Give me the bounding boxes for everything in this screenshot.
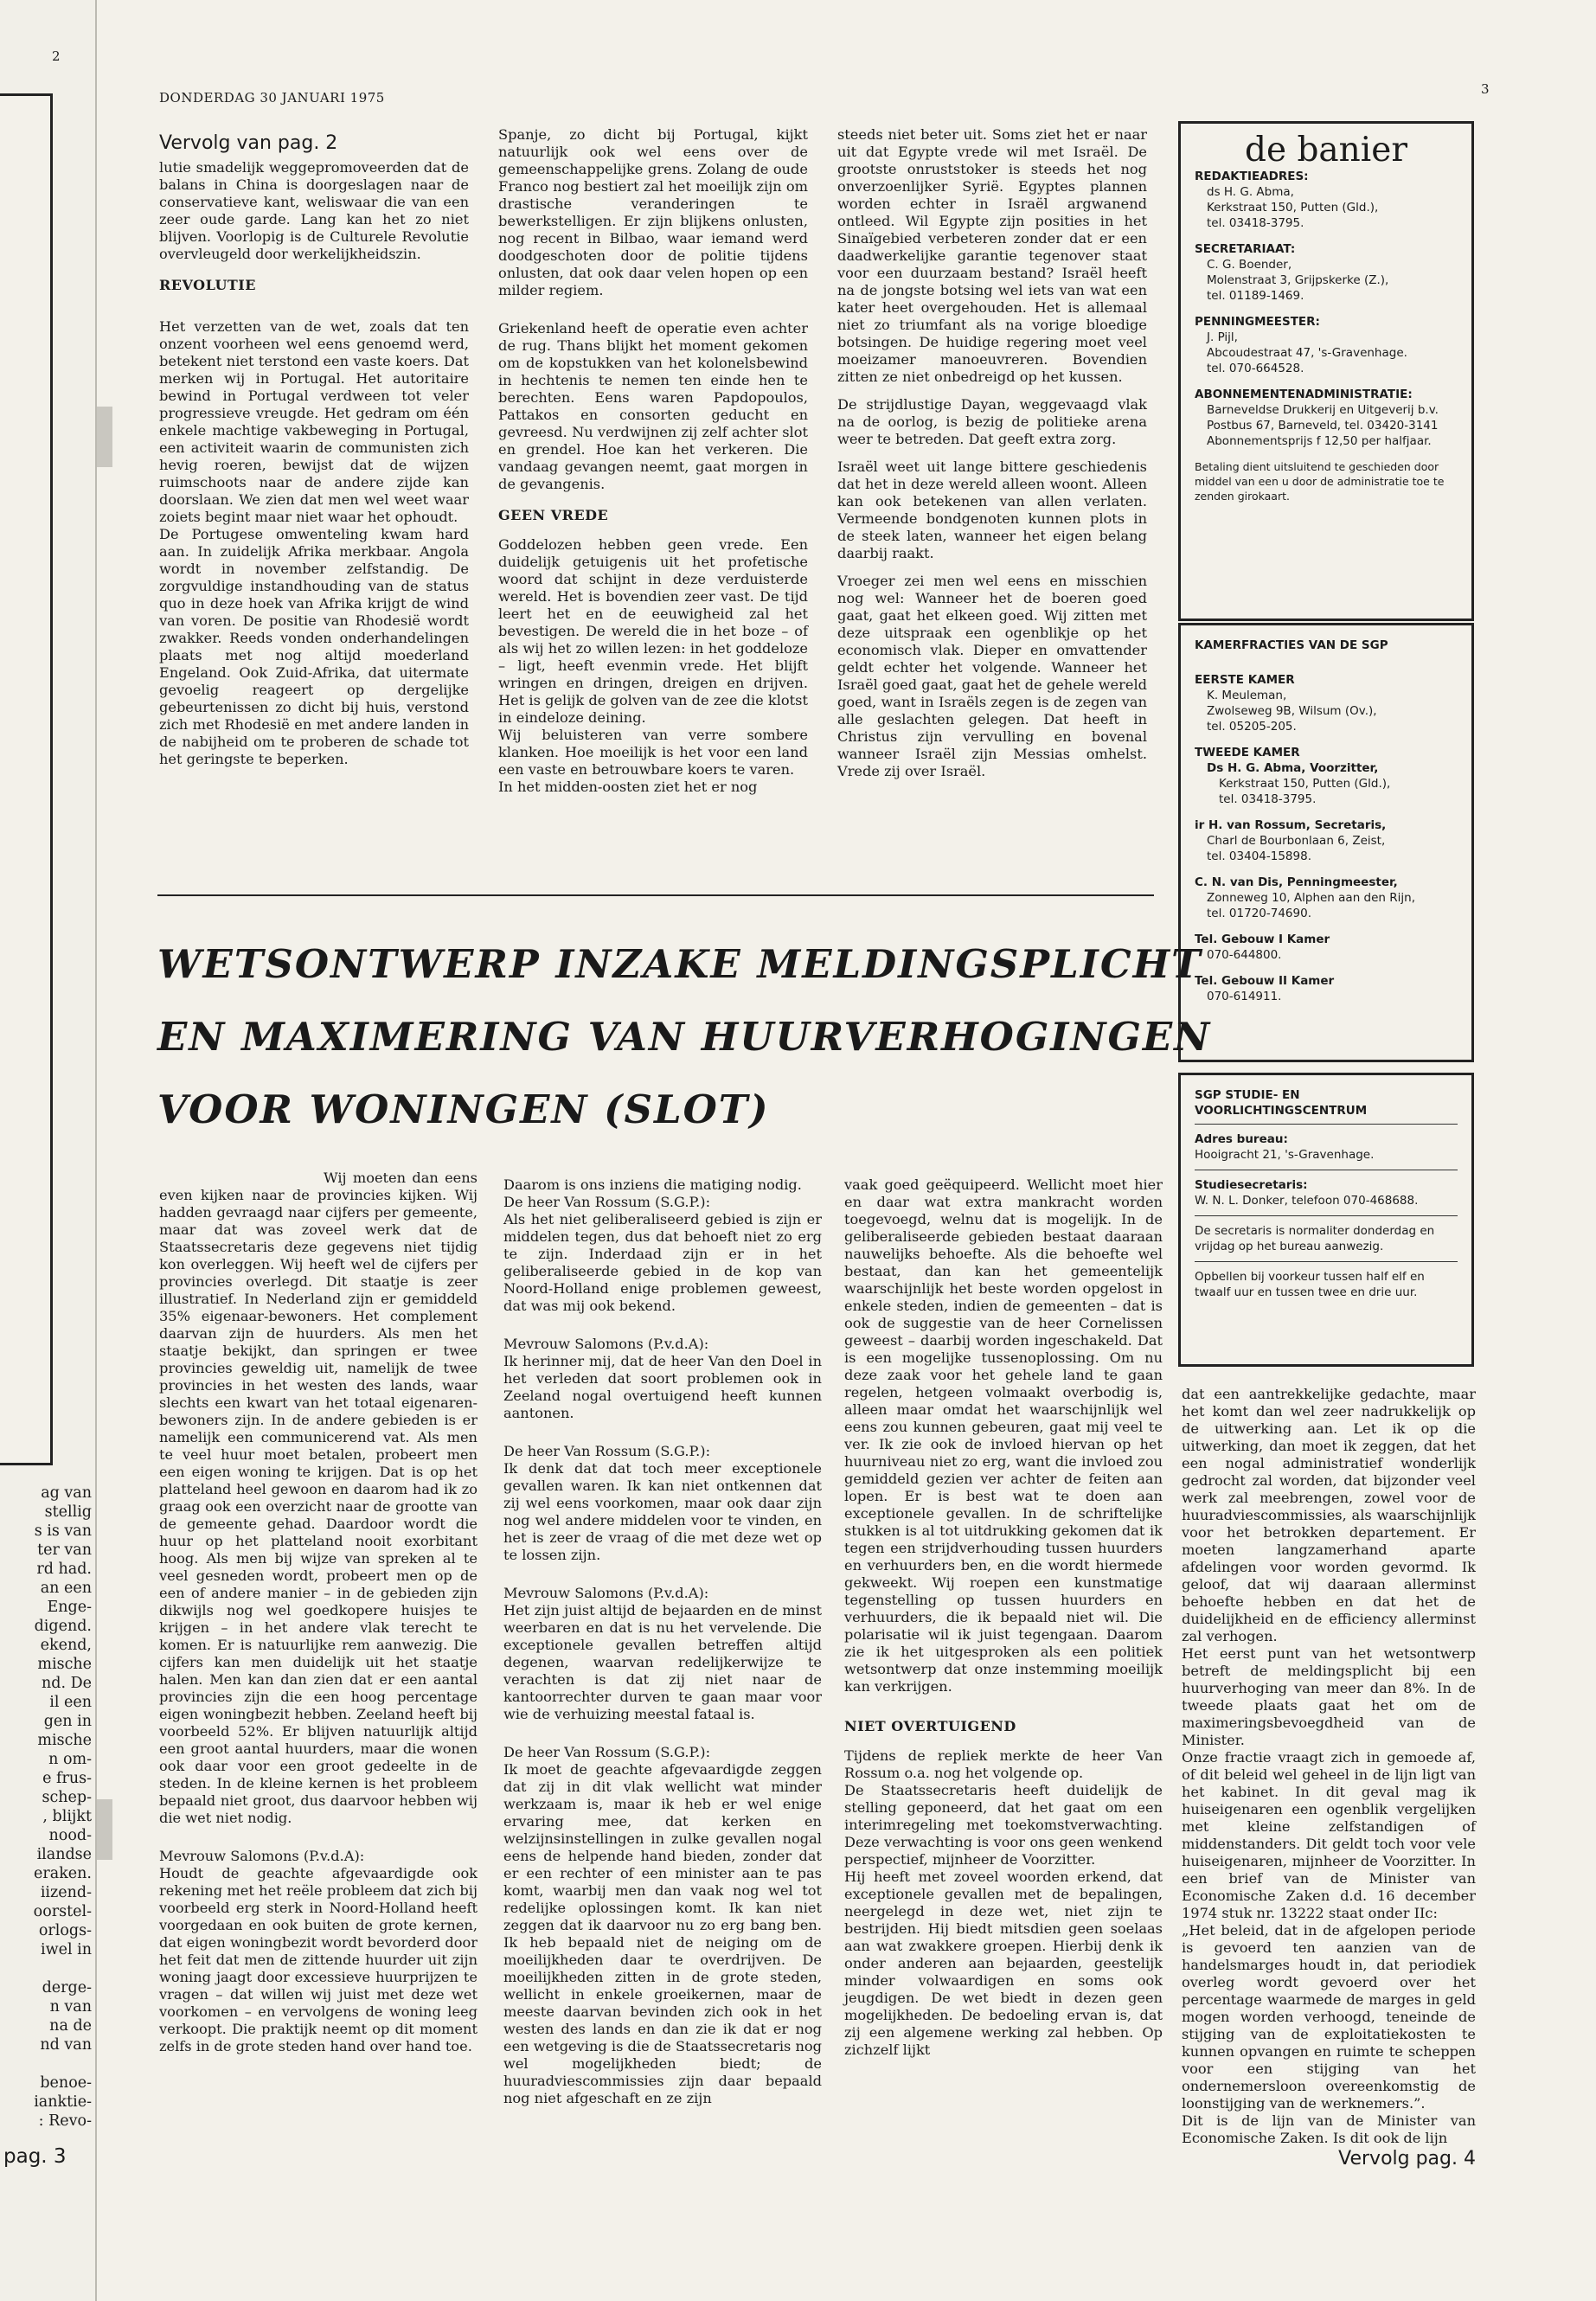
paragraph: Ik moet de geachte afgevaardigde zeggen dat zij in dit vlak wellicht wat minder werkzaam is, maar ik heb er wel enige ervaring mee, dat kerken en welzijnsinstellingen in zulke gevallen nogal eens de helpende hand bieden, zonder dat er een rechter of een minister aan te pas komt, waarbij men dan vaak nog wel tot redelijke oplossingen komt. Ik kan niet zeggen dat ik daarvoor nu zo erg bang ben. Ik heb bepaald niet de neiging om de moeilijkheden daar te overdrijven. De moeilijkheden zitten in de grote steden, wellicht in enkele groeikernen, maar de meeste daarvan bevinden zich ook in het westen des lands en dan zie ik dat er nog een wetgeving is die de Staatssecretaris nog wel mogelijkheden biedt; de huuradviescommissies zijn daar bepaald nog niet afgeschaft en ze zijn — [503, 1761, 822, 2106]
article-column-2 — [498, 126, 808, 796]
headline-line-2: EN MAXIMERING VAN HUURVERHOGINGEN — [157, 1014, 1212, 1060]
left-column-line: orlogs- — [38, 1922, 92, 1939]
paragraph: Houdt de geachte afgevaardigde ook rekening met het reële probleem dat zich bij voorbeeld erg sterk in Noord-Holland heeft voorgedaan en ook buiten de grote kernen, dat eigen woningbezit wordt bevorderd door het feit dat men de zittende huurder uit zijn woning jaagt door excessieve huurprijzen te vragen – dat willen wij juist met deze wet voorkomen – en vervolgens de woning leeg verkoopt. Die praktijk neemt op dit moment zelfs in de grote steden hand over hand toe. — [159, 1865, 478, 2054]
left-column-line: , blijkt — [42, 1808, 92, 1825]
secretariaat-label: SECRETARIAAT: — [1195, 242, 1296, 256]
section-heading: NIET OVERTUIGEND — [844, 1718, 1016, 1734]
paragraph: Hij heeft met zoveel woorden erkend, dat exceptionele gevallen met de bepalingen, neergelegd in deze wet, niet zijn te bestrijden. Hij biedt mitsdien geen soelaas aan wat zwakkere groepen. Hierbij denk ik onder anderen aan bejaarden, geestelijk minder volwaardigen en soms ook jeugdigen. De wet biedt in dezen geen mogelijkheden. De bedoeling ervan is, dat zij een algemene werking zal hebben. Op zichzelf lijkt — [844, 1868, 1163, 2058]
paragraph: vaak goed geëquipeerd. Wellicht moet hier en daar wat extra mankracht worden toegevoegd, welnu dat is mogelijk. In de geliberaliseerde gebieden bestaat daaraan nauwelijks behoefte. Als die behoefte wel bestaat, dan kan het gemeentelijk waarschijnlijk het beste worden opgelost in enkele steden, indien de gemeenten – dat is ook de suggestie van de heer Cornelissen geweest – daarbij worden ingeschakeld. Dat is een mogelijke tussenoplossing. Om nu deze zaak voor het gehele land te gaan regelen, hetgeen volmaakt overbodig is, alleen maar omdat het waarschijnlijk wel eens zou kunnen gebeuren, gaat mij veel te ver. Ik zie ook de invloed hiervan op het huurniveau niet zo erg, want die invloed zou gemiddeld gezien ver achter de feiten aan lopen. Er is best wat te doen aan exceptionele gevallen. In de schriftelijke stukken is al tot uitdrukking gekomen dat ik tegen een strijdverhouding tussen huurders en verhuurders ben, en die wordt hiermede gekweekt. Wij roepen een kunstmatige tegenstelling op tussen huurders en verhuurders, die ik bepaald niet wil. Die polarisatie wil ik juist tegengaan. Daarom zie ik het uitgesproken als een politiek wetsontwerp dat onze instemming moeilijk kan verkrijgen. — [844, 1176, 1163, 1695]
abonnement-label: ABONNEMENTENADMINISTRATIE: — [1195, 388, 1413, 401]
left-column-line: an een — [40, 1580, 92, 1597]
left-column-line: mische — [37, 1732, 92, 1749]
left-column-line: il een — [49, 1694, 92, 1711]
paragraph: Dit is de lijn van de Minister van Economische Zaken. Is dit ook de lijn — [1182, 2112, 1476, 2146]
left-page-fragment — [0, 0, 97, 2301]
box-line: ds H. G. Abma, — [1207, 185, 1294, 199]
left-column-line: na de — [49, 2017, 92, 2035]
left-column-line: nd van — [40, 2036, 92, 2054]
divider — [157, 894, 1154, 896]
left-column-line: rd had. — [36, 1561, 92, 1578]
paragraph: Goddelozen hebben geen vrede. Een duidelijk getuigenis uit het profetische woord dat schijnt in deze verduisterde wereld. Het is bovendien zeer vast. De tijd leert het en de eeuwigheid zal het bevestigen. De wereld die in het boze – of als wij het zo willen lezen: in het goddeloze – ligt, heeft evenmin vrede. Het blijft wringen en dringen, dreigen en drijven. Het is gelijk de golven van de zee die klotst in eindeloze deining. — [498, 536, 808, 726]
left-column-line: ianktie- — [34, 2093, 92, 2111]
eerste-kamer-label: EERSTE KAMER — [1195, 673, 1295, 687]
left-column-line: ter van — [37, 1541, 92, 1559]
box-line: Zonneweg 10, Alphen aan den Rijn, — [1207, 891, 1416, 905]
left-column-line: ag van — [41, 1484, 92, 1502]
box-line: Postbus 67, Barneveld, tel. 03420-3141 — [1207, 419, 1439, 433]
opbellen-note: Opbellen bij voorkeur tussen half elf en twaalf uur en tussen twee en drie uur. — [1195, 1270, 1425, 1299]
left-page-number: 2 — [52, 48, 61, 64]
headline-line-1: WETSONTWERP INZAKE MELDINGSPLICHT — [157, 941, 1202, 987]
secretaris-note: De secretaris is normaliter donderdag en vrijdag op het bureau aanwezig. — [1195, 1224, 1435, 1253]
kamer-title: KAMERFRACTIES VAN DE SGP — [1195, 638, 1388, 652]
studie-title: SGP STUDIE- EN — [1195, 1088, 1300, 1102]
speaker: De heer Van Rossum (S.G.P.): — [503, 1744, 711, 1760]
punch-hole — [97, 1799, 112, 1860]
box-line: ir H. van Rossum, Secretaris, — [1195, 818, 1387, 832]
tweede-kamer-label: TWEEDE KAMER — [1195, 746, 1300, 760]
box-line: tel. 03418-3795. — [1207, 216, 1304, 230]
paragraph: Het eerst punt van het wetsontwerp betreft de meldingsplicht bij een huurverhoging van meer dan 8%. In de tweede plaats gaat het om de maximeringsbevoegdheid van de Minister. — [1182, 1645, 1476, 1748]
left-column-line: eraken. — [34, 1865, 92, 1882]
box-line: tel. 01189-1469. — [1207, 289, 1304, 303]
betaling-note: Betaling dient uitsluitend te geschieden door middel van een u door de administratie toe te zenden girokaart. — [1195, 460, 1445, 503]
box-line: Barneveldse Drukkerij en Uitgeverij b.v. — [1207, 403, 1439, 417]
paragraph: In het midden-oosten ziet het er nog — [498, 779, 758, 795]
left-column-line: : Revo- — [38, 2112, 92, 2130]
paragraph: Het verzetten van de wet, zoals dat ten onzent voorheen wel eens genoemd werd, betekent niet terstond een vaste koers. Dat merken wij in Portugal. Het autoritaire bewind in Portugal verdween tot veler progressieve vreugde. Het gedram om één enkele machtige vakbeweging in Portugal, een activiteit waarin de communisten zich hevig roeren, bewijst dat de wijzen ruimschoots naar de andere zijde kan doorslaan. We zien dat men wel weet waar zoiets begint maar niet waar het ophoudt. — [159, 318, 469, 525]
studiesecretaris-label: Studiesecretaris: — [1195, 1178, 1308, 1192]
left-column-line: iwel in — [41, 1941, 92, 1958]
speaker: Mevrouw Salomons (P.v.d.A): — [503, 1336, 709, 1352]
left-column-line: s is van — [34, 1522, 92, 1540]
paragraph: De strijdlustige Dayan, weggevaagd vlak na de oorlog, is bezig de politieke arena weer te betreden. Dat geeft extra zorg. — [837, 396, 1147, 447]
left-column-line: e frus- — [42, 1770, 92, 1787]
banier-title: de banier — [1245, 131, 1407, 170]
paragraph: lutie smadelijk weggepromoveerden dat de balans in China is doorgeslagen naar de conservatieve kant, weliswaar die van een zeer oude garde. Lang kan het zo niet blijven. Voorlopig is de Culturele Revolutie overvleugeld door werkelijkheidszin. — [159, 159, 469, 262]
article-column-3 — [837, 126, 1147, 780]
paragraph: Wij beluisteren van verre sombere klanken. Hoe moeilijk is het voor een land een vaste en betrouwbare koers te varen. — [498, 727, 808, 778]
kamerfracties-box — [1178, 623, 1474, 1062]
page-date: DONDERDAG 30 JANUARI 1975 — [159, 90, 385, 106]
box-line: C. N. van Dis, Penningmeester, — [1195, 875, 1398, 889]
paragraph: steeds niet beter uit. Soms ziet het er naar uit dat Egypte vrede wil met Israël. De grootste onruststoker is steeds het nog onverzoenlijker Syrië. Egyptes plannen worden echter in Israël argwanend ontleed. Wil Egypte zijn posities in het Sinaïgebied verbeteren zonder dat er een daadwerkelijke garantie tegenover staat voor een duurzaam bestand? Israël heeft na de jongste botsing wel iets van wat een kater heet overgehouden. Het is allemaal niet zo triumfant als na vorige bloedige botsingen. De huidige regering moet veel moeizamer manoeuvreren. Bovendien zitten ze niet onbedreigd op het kussen. — [837, 126, 1147, 385]
paragraph: Ik denk dat dat toch meer exceptionele gevallen waren. Ik kan niet ontkennen dat zij wel eens voorkomen, maar ook daar zijn nog wel andere middelen voor te vinden, en het is zeer de vraag of die met deze wet op te lossen zijn. — [503, 1460, 822, 1563]
punch-hole — [97, 407, 112, 467]
tel-gebouw-1: 070-644800. — [1207, 948, 1282, 962]
left-column-line: iizend- — [40, 1884, 92, 1901]
left-column-line: n van — [49, 1998, 92, 2016]
left-page-box — [0, 93, 53, 1465]
section-heading: REVOLUTIE — [159, 277, 256, 293]
box-line: tel. 070-664528. — [1207, 362, 1304, 375]
left-column-line: ekend, — [40, 1637, 92, 1654]
paragraph: Spanje, zo dicht bij Portugal, kijkt natuurlijk ook wel eens over de gemeenschappelijke grens. Zolang de oude Franco nog bestiert zal het moeilijk zijn om drastische veranderingen te bewerkstelligen. Er zijn blijkens onlusten, nog recent in Bilbao, waar iemand werd doodgeschoten door de politie tijdens onlusten, dat ook daar velen hopen op een milder regiem. — [498, 126, 808, 298]
debate-column-1 — [159, 1170, 478, 2055]
left-column-line: Enge- — [47, 1599, 92, 1616]
vervolg-pag-4: Vervolg pag. 4 — [1338, 2148, 1476, 2170]
left-page-column — [0, 1484, 95, 2131]
article-column-1 — [159, 131, 469, 768]
left-column-line: schep- — [42, 1789, 92, 1806]
left-page-vervolg: pag. 3 — [3, 2145, 67, 2168]
speaker: De heer Van Rossum (S.G.P.): — [503, 1443, 711, 1459]
vervolg-van: Vervolg van pag. 2 — [159, 132, 338, 154]
box-line: tel. 05205-205. — [1207, 720, 1297, 734]
box-line: Abonnementsprijs f 12,50 per halfjaar. — [1207, 434, 1432, 448]
box-line: K. Meuleman, — [1207, 689, 1287, 702]
left-column-line: mische — [37, 1656, 92, 1673]
debate-column-3 — [844, 1176, 1163, 2059]
debate-column-4 — [1182, 1386, 1476, 2171]
redactie-label: REDAKTIEADRES: — [1195, 170, 1309, 183]
newspaper-page — [97, 0, 1596, 2301]
box-line: J. Pijl, — [1207, 330, 1238, 344]
debate-column-2 — [503, 1176, 822, 2107]
box-line: Ds H. G. Abma, Voorzitter, — [1207, 761, 1379, 775]
left-column-line: nood- — [48, 1827, 92, 1844]
tel-gebouw-1-label: Tel. Gebouw I Kamer — [1195, 933, 1330, 946]
left-column-line — [0, 2054, 95, 2073]
paragraph: Ik herinner mij, dat de heer Van den Doel in het verleden dat soort problemen ook in Zeeland nogal overtuigend heeft kunnen aantonen. — [503, 1353, 822, 1421]
adres-label: Adres bureau: — [1195, 1132, 1288, 1146]
box-line: Kerkstraat 150, Putten (Gld.), — [1207, 201, 1379, 215]
left-column-line: benoe- — [40, 2074, 92, 2092]
speaker: De heer Van Rossum (S.G.P.): — [503, 1194, 711, 1210]
paragraph: Vroeger zei men wel eens en misschien nog wel: Wanneer het de boeren goed gaat, gaat het elkeen goed. Wij zitten met deze uitspraak een ogenblikje op het economisch vlak. Dieper en omvattender geldt echter het volgende. Wanneer het Israël goed gaat, gaat het de gehele wereld goed, want in Israëls zegen is de zegen van alle geslachten gelegen. Dat heeft in Christus zijn vervulling en bovenal wanneer Israël zijn Messias omhelst. Vrede zij over Israël. — [837, 573, 1147, 779]
studiesecretaris: W. N. L. Donker, telefoon 070-468688. — [1195, 1194, 1419, 1208]
tel-gebouw-2-label: Tel. Gebouw II Kamer — [1195, 974, 1335, 988]
speaker: Mevrouw Salomons (P.v.d.A): — [503, 1585, 709, 1601]
paragraph: De Staatssecretaris heeft duidelijk de stelling geponeerd, dat het gaat om een interimregeling met toekomstverwachting. Deze verwachting is voor ons geen wenkend perspectief, mijnheer de Voorzitter. — [844, 1782, 1163, 1868]
studiecentrum-box — [1178, 1073, 1474, 1367]
penning-label: PENNINGMEESTER: — [1195, 315, 1320, 329]
left-column-line: gen in — [43, 1713, 92, 1730]
speaker: Mevrouw Salomons (P.v.d.A): — [159, 1848, 365, 1864]
left-column-line — [0, 1959, 95, 1978]
headline-line-3: VOOR WONINGEN (SLOT) — [157, 1086, 770, 1132]
left-column-line: derge- — [42, 1979, 92, 1997]
left-column-line: ilandse — [36, 1846, 92, 1863]
box-line: Abcoudestraat 47, 's-Gravenhage. — [1207, 346, 1407, 360]
left-column-line: oorstel- — [33, 1903, 92, 1920]
box-line: Kerkstraat 150, Putten (Gld.), — [1219, 777, 1391, 791]
paragraph: Als het niet geliberaliseerd gebied is zijn er middelen tegen, dus dat behoeft niet zo erg te zijn. Inderdaad zijn er in het geliberaliseerde gebied in de kop van Noord-Holland enige problemen geweest, dat was mij ook bekend. — [503, 1211, 822, 1314]
box-line: tel. 03418-3795. — [1219, 792, 1317, 806]
page-number: 3 — [1481, 81, 1490, 97]
left-column-line: nd. De — [42, 1675, 92, 1692]
paragraph: Wij moeten dan eens even kijken naar de provincies kijken. Wij hadden gevraagd naar cijfers per gemeente, maar dat was zoveel werk dat de Staatssecretaris deze gegevens niet tijdig kon overleggen. Wij heeft wel de cijfers per provincies overlegd. Dit staatje is zeer illustratief. In Nederland zijn er gemiddeld 35% eigenaar-bewoners. Het complement daarvan zijn de huurders. Als men het staatje bekijkt, dan springen er twee provincies geweldig uit, namelijk de twee provincies in het westen des lands, waar slechts een kwart van het totaal eigenaren-bewoners zijn. In de andere gebieden is er namelijk een communicerend vat. Als men te veel huur moet betalen, probeert men een eigen woning te krijgen. Dat is op het platteland heel gewoon en daarom had ik zo graag ook een overzicht naar de grootte van de gemeente gehad. Daardoor wordt die huur op het platteland nooit exorbitant hoog. Als men bij wijze van spreken al te veel gesneden wordt, probeert men op de een of andere manier – in de gebieden zijn dikwijls nog wel goedkopere huisjes te krijgen – in het andere vlak terecht te komen. Er is natuurlijke rem aanwezig. Die cijfers kan men duidelijk uit het staatje halen. Men kan dan zien dat er een aantal provincies zijn die een hoog percentage eigen woningbezit hebben. Zeeland heeft bij voorbeeld 52%. Er blijven natuurlijk altijd een groot aantal huurders, maar die wonen ook daar voor een groot gedeelte in de steden. In de kleine kernen is het probleem bepaald niet groot, dus daarvoor hebben wij die wet niet nodig. — [159, 1170, 478, 1826]
section-heading: GEEN VREDE — [498, 507, 609, 523]
box-line: Charl de Bourbonlaan 6, Zeist, — [1207, 834, 1386, 848]
de-banier-box — [1178, 121, 1474, 621]
left-column-line: n om- — [48, 1751, 92, 1768]
quote: „Het beleid, dat in de afgelopen periode is gevoerd ten aanzien van de handelsmarges houdt in, dat periodiek overleg wordt gevoerd over het percentage waarmede de marges in geld mogen worden verhoogd, teneinde de stijging van de exploitatiekosten te kunnen opvangen en ruimte te scheppen voor een stijging van het ondernemersloon overeenkomstig de loonstijging van de werknemers.”. — [1182, 1922, 1476, 2112]
box-line: tel. 03404-15898. — [1207, 849, 1311, 863]
left-column-line: digend. — [34, 1618, 92, 1635]
paragraph: Tijdens de repliek merkte de heer Van Rossum o.a. nog het volgende op. — [844, 1747, 1163, 1781]
tel-gebouw-2: 070-614911. — [1207, 990, 1282, 1003]
studie-title-2: VOORLICHTINGSCENTRUM — [1195, 1104, 1368, 1118]
left-column-line: stellig — [44, 1503, 92, 1521]
paragraph: Onze fractie vraagt zich in gemoede af, of dit beleid wel geheel in de lijn ligt van het kabinet. In dit geval mag ik huiseigenaren een ogenblik vergelijken met kleine zelfstandigen of middenstanders. Dit geldt toch voor vele huiseigenaren, mijnheer de Voorzitter. In een brief van de Minister van Economische Zaken d.d. 16 december 1974 stuk nr. 13222 staat onder IIc: — [1182, 1749, 1476, 1921]
paragraph: Israël weet uit lange bittere geschiedenis dat het in deze wereld alleen woont. Alleen kan ook betekenen van allen verlaten. Vermeende bondgenoten kunnen plots in de steek laten, wanneer het eigen belang daarbij raakt. — [837, 458, 1147, 561]
paragraph: Daarom is ons inziens die matiging nodig. — [503, 1176, 802, 1193]
box-line: tel. 01720-74690. — [1207, 907, 1311, 920]
box-line: Molenstraat 3, Grijpskerke (Z.), — [1207, 273, 1389, 287]
paragraph: dat een aantrekkelijke gedachte, maar het komt dan wel zeer nadrukkelijk op de uitwerking aan. Let ik op die uitwerking, dan moet ik zeggen, dat het een nogal administratief wonderlijk gedrocht zal worden, dat bijzonder veel werk zal meebrengen, zowel voor de huuradviescommissies, als waarschijnlijk voor het betrokken departement. Er moeten langzamerhand aparte afdelingen voor worden gevormd. Ik geloof, dat wij daaraan allerminst behoefte hebben en dat het de duidelijkheid en de efficiency allerminst zal verhogen. — [1182, 1386, 1476, 1644]
adres: Hooigracht 21, 's-Gravenhage. — [1195, 1148, 1375, 1162]
box-line: C. G. Boender, — [1207, 258, 1292, 272]
box-line: Zwolseweg 9B, Wilsum (Ov.), — [1207, 704, 1377, 718]
paragraph: Griekenland heeft de operatie even achter de rug. Thans blijkt het moment gekomen om de kopstukken van het kolonelsbewind in hechtenis te nemen ten einde hen te berechten. Eens waren Papdopoulos, Pattakos en consorten geducht en gevreesd. Nu verdwijnen zij zelf achter slot en grendel. Hoe kan het verkeren. Die vandaag gevangen neemt, gaat morgen in de gevangenis. — [498, 320, 808, 492]
paragraph: Het zijn juist altijd de bejaarden en de minst weerbaren en dat is nu het vervelende. Die exceptionele gevallen betreffen altijd degenen, waarvan redelijkerwijze te verachten is dat zij niet naar de kantoorrechter durven te gaan maar voor wie de verhuizing meestal fataal is. — [503, 1602, 822, 1722]
paragraph: De Portugese omwenteling kwam hard aan. In zuidelijk Afrika merkbaar. Angola wordt in november zelfstandig. De zorgvuldige instandhouding van de status quo in deze hoek van Afrika krijgt de wind van voren. De positie van Rhodesië wordt zwakker. Reeds vonden onderhandelingen plaats met nog altijd moederland Engeland. Ook Zuid-Afrika, dat uitermate gevoelig reageert op dergelijke gebeurtenissen zo dicht bij huis, verstond zich met Rhodesië en met andere landen in de nabijheid om te proberen de schade tot het geringste te beperken. — [159, 526, 469, 767]
